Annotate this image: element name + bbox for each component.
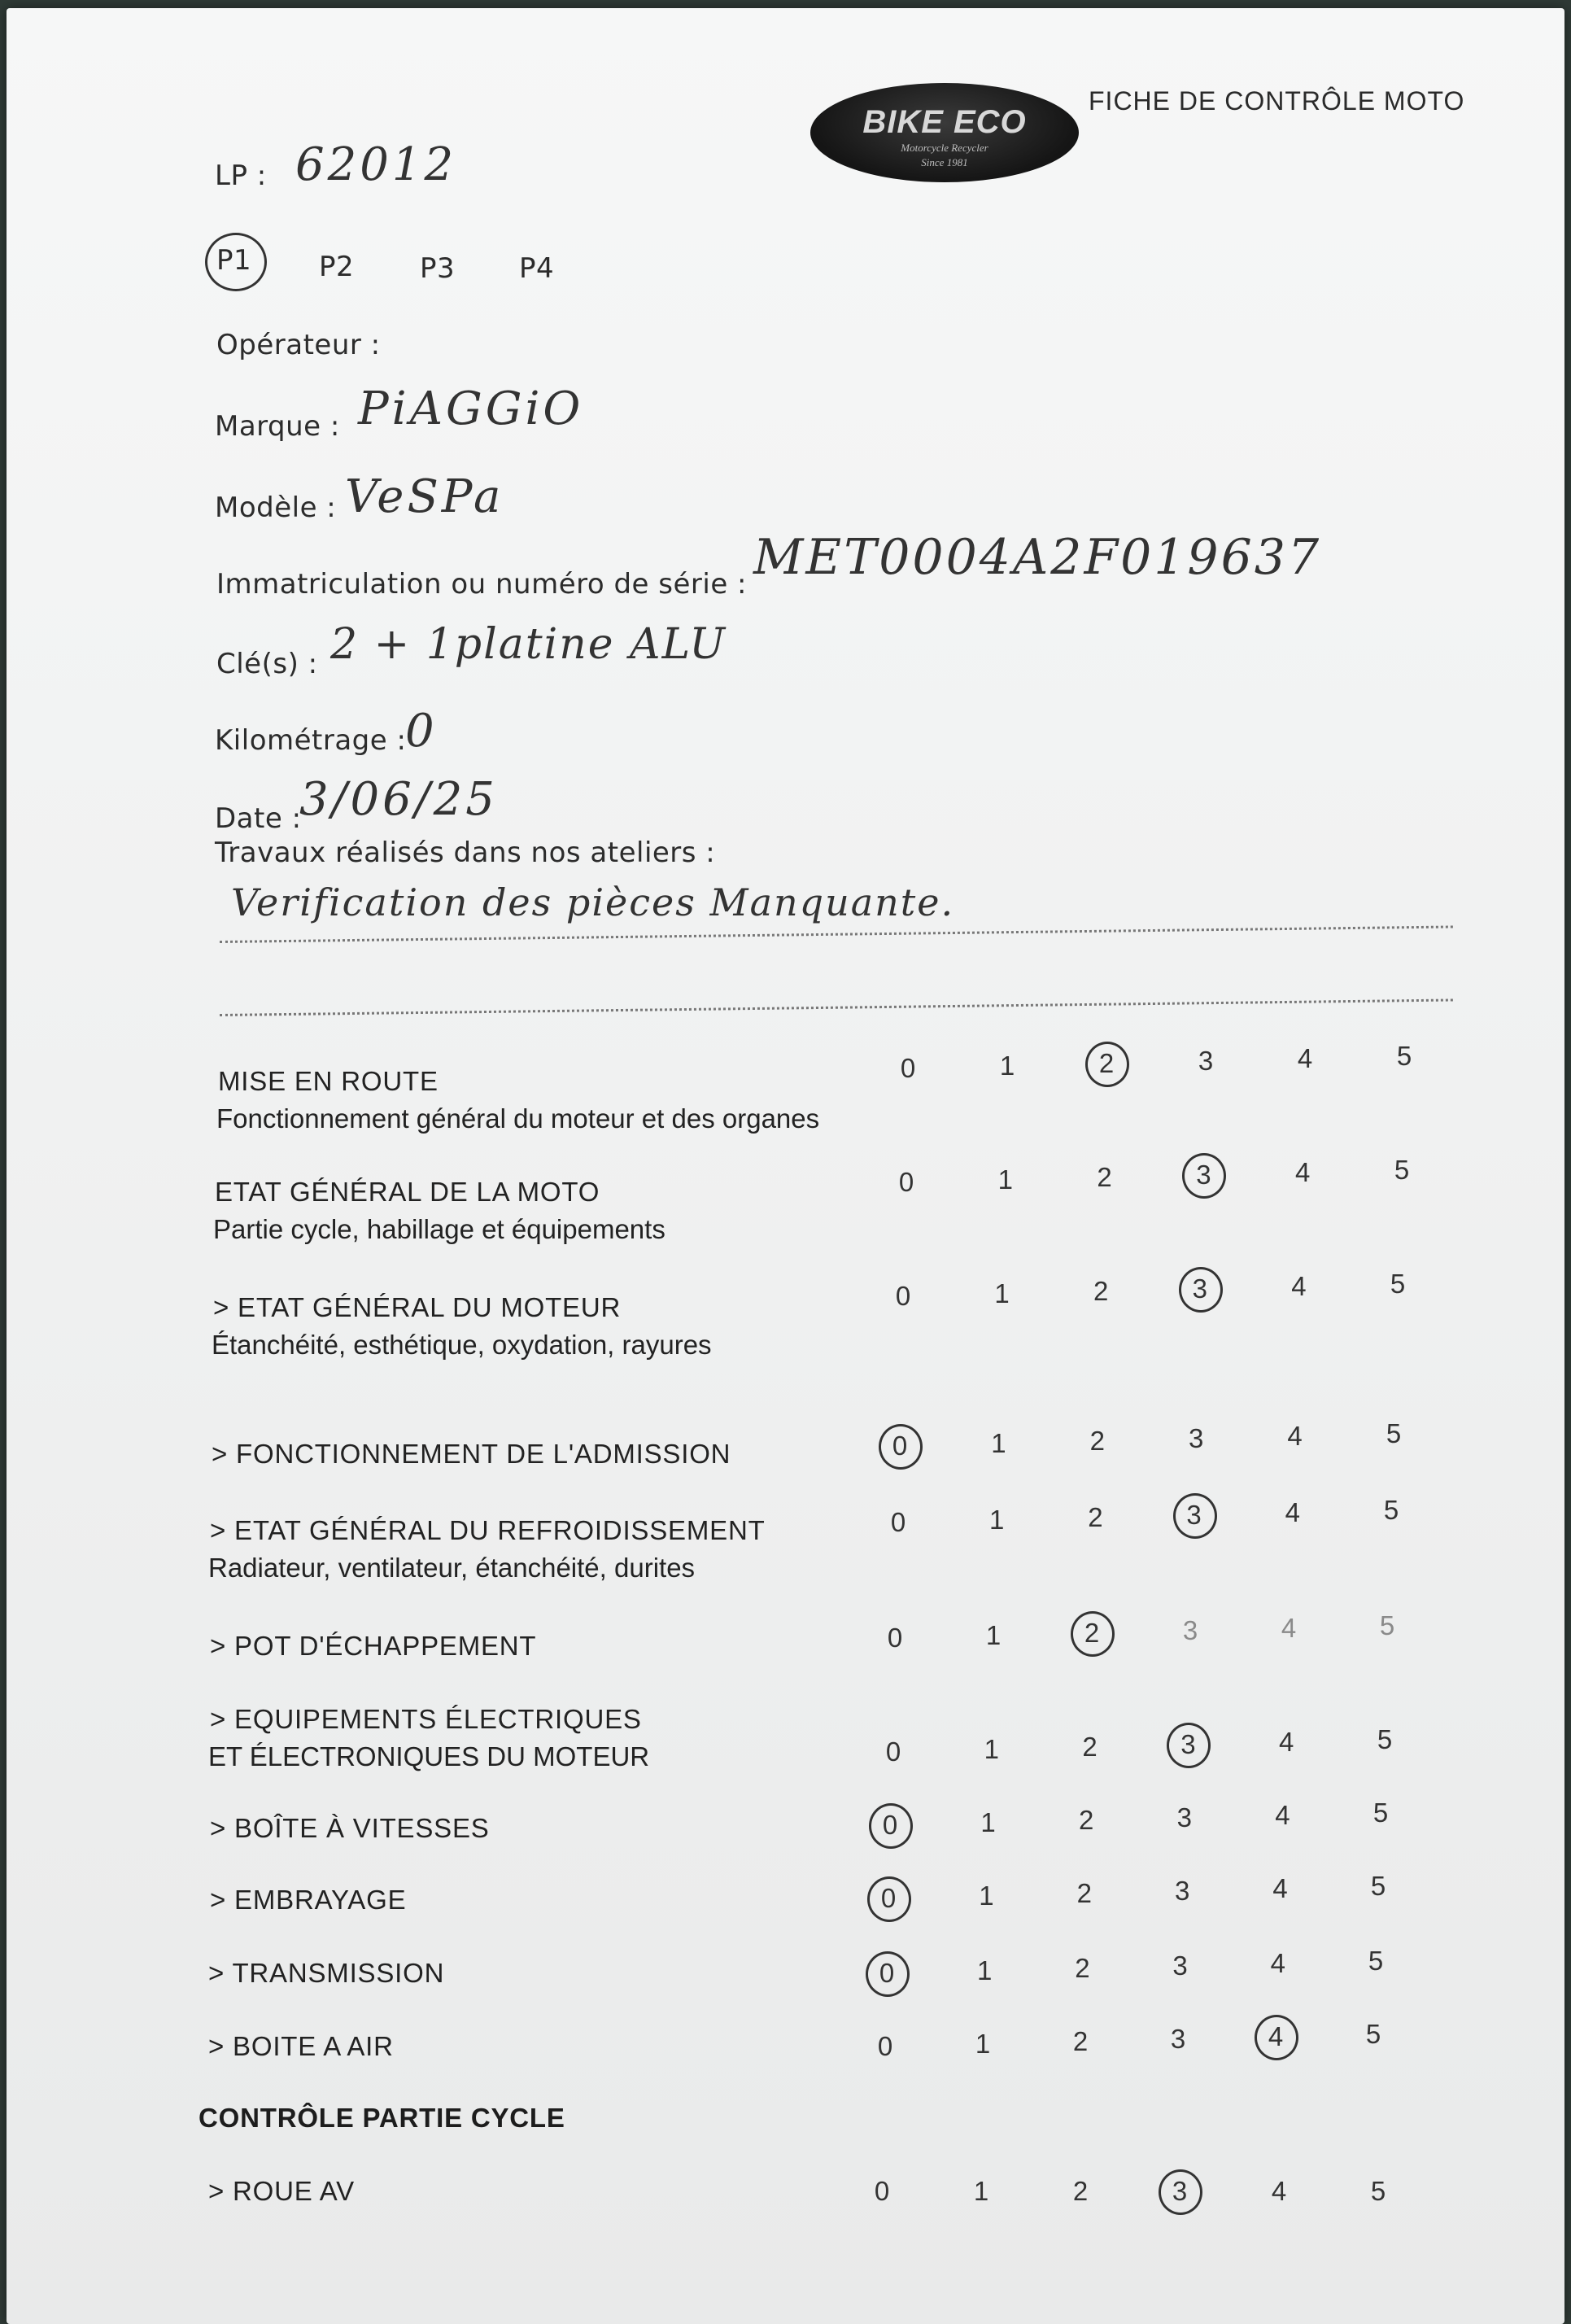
score-option-3[interactable]: 3 [1170,2024,1186,2054]
logo-subtitle: Motorcycle Recycler [901,142,988,154]
score-option-2[interactable]: 2 [1089,1426,1105,1456]
row-label: > POT D'ÉCHAPPEMENT [210,1631,537,1661]
score-option-1[interactable]: 1 [980,1807,996,1837]
immat-value: MET0004A2F019637 [753,529,1322,586]
score-option-0[interactable]: 0 [871,1958,903,1989]
score-option-4[interactable]: 4 [1259,2021,1292,2052]
score-option-0[interactable]: 0 [884,1431,916,1461]
score-option-2[interactable]: 2 [1090,1048,1123,1079]
row-sublabel: Partie cycle, habillage et équipements [213,1214,665,1244]
score-option-3[interactable]: 3 [1178,1500,1211,1531]
score-option-0[interactable]: 0 [874,2176,890,2206]
score-option-5[interactable]: 5 [1396,1041,1412,1071]
score-option-0[interactable]: 0 [898,1167,914,1197]
score-option-2[interactable]: 2 [1093,1276,1109,1306]
score-option-5[interactable]: 5 [1368,1946,1384,1976]
km-label: Kilométrage : [215,724,407,757]
score-option-4[interactable]: 4 [1271,2176,1287,2206]
score-option-1[interactable]: 1 [977,1955,993,1985]
score-option-1[interactable]: 1 [973,2176,989,2206]
score-option-4[interactable]: 4 [1272,1873,1288,1903]
marque-label: Marque : [215,410,340,443]
score-option-4[interactable]: 4 [1285,1497,1300,1527]
cles-value: 2 + 1platine ALU [330,620,727,669]
p3-option: P3 [420,252,456,285]
row-sublabel: ET ÉLECTRONIQUES DU MOTEUR [208,1741,650,1771]
p1-option: P1 [216,244,252,277]
score-option-0[interactable]: 0 [874,1810,906,1841]
modele-value: VeSPa [345,470,504,523]
modele-label: Modèle : [215,491,337,524]
score-option-4[interactable]: 4 [1295,1157,1311,1187]
score-option-4[interactable]: 4 [1270,1948,1285,1978]
score-option-3[interactable]: 3 [1187,1160,1220,1190]
row-sublabel: Fonctionnement général du moteur et des organes [216,1103,820,1134]
control-sheet [7,8,1564,2324]
date-label: Date : [215,802,302,835]
row-label: > ETAT GÉNÉRAL DU REFROIDISSEMENT [210,1515,766,1545]
operateur-label: Opérateur : [216,329,381,361]
score-option-2[interactable]: 2 [1076,1878,1092,1908]
score-option-5[interactable]: 5 [1365,2019,1381,2049]
score-option-3[interactable]: 3 [1163,2176,1196,2207]
score-option-1[interactable]: 1 [994,1278,1010,1308]
score-option-3[interactable]: 3 [1182,1615,1198,1645]
dotted-line-1 [220,925,1453,943]
travaux-value: Verification des pièces Manquante. [231,880,955,924]
score-option-5[interactable]: 5 [1370,2176,1386,2206]
score-option-4[interactable]: 4 [1281,1613,1297,1643]
row-label: MISE EN ROUTE [218,1066,439,1096]
p2-option: P2 [319,251,355,283]
score-option-2[interactable]: 2 [1072,2026,1089,2056]
score-option-1[interactable]: 1 [984,1734,999,1764]
score-option-5[interactable]: 5 [1379,1610,1395,1640]
score-option-3[interactable]: 3 [1176,1802,1192,1833]
cycle-section-title: CONTRÔLE PARTIE CYCLE [199,2103,565,2133]
score-option-0[interactable]: 0 [885,1736,901,1767]
score-option-3[interactable]: 3 [1184,1273,1216,1304]
score-option-2[interactable]: 2 [1097,1162,1112,1192]
score-option-5[interactable]: 5 [1390,1269,1406,1299]
row-label: ETAT GÉNÉRAL DE LA MOTO [215,1177,600,1207]
score-option-5[interactable]: 5 [1383,1495,1399,1525]
score-option-1[interactable]: 1 [975,2029,991,2059]
score-option-0[interactable]: 0 [895,1281,911,1311]
score-option-1[interactable]: 1 [979,1881,994,1911]
score-option-2[interactable]: 2 [1072,2176,1089,2206]
score-option-1[interactable]: 1 [991,1428,1006,1458]
score-option-4[interactable]: 4 [1287,1421,1303,1451]
score-option-3[interactable]: 3 [1175,1876,1190,1906]
score-option-1[interactable]: 1 [989,1505,1005,1535]
score-option-4[interactable]: 4 [1297,1043,1313,1073]
row-label: > EQUIPEMENTS ÉLECTRIQUES [210,1704,642,1734]
score-option-1[interactable]: 1 [985,1620,1002,1650]
lp-label: LP : [215,159,267,192]
score-option-2[interactable]: 2 [1079,1805,1094,1835]
score-option-3[interactable]: 3 [1189,1423,1204,1453]
row-label: > FONCTIONNEMENT DE L'ADMISSION [212,1439,731,1469]
score-option-2[interactable]: 2 [1075,1953,1090,1983]
date-value: 3/06/25 [299,773,498,826]
score-option-1[interactable]: 1 [999,1051,1015,1081]
row-label: > TRANSMISSION [208,1958,445,1988]
score-option-0[interactable]: 0 [900,1053,916,1083]
row-sublabel: Étanchéité, esthétique, oxydation, rayures [212,1330,712,1360]
score-option-2[interactable]: 2 [1082,1732,1098,1762]
score-option-2[interactable]: 2 [1088,1502,1103,1532]
bike-eco-logo [810,83,1079,182]
cles-label: Clé(s) : [216,648,318,680]
row-label: > EMBRAYAGE [210,1885,407,1915]
row-sublabel: Radiateur, ventilateur, étanchéité, durites [208,1553,696,1583]
travaux-label: Travaux réalisés dans nos ateliers : [215,837,716,869]
marque-value: PiAGGiO [358,382,584,435]
row-label: > BOÎTE À VITESSES [210,1813,490,1843]
score-option-3[interactable]: 3 [1172,1950,1188,1981]
row-label: > ROUE AV [208,2176,355,2206]
score-option-4[interactable]: 4 [1291,1271,1307,1301]
row-label: > ETAT GÉNÉRAL DU MOTEUR [213,1292,622,1322]
score-option-0[interactable]: 0 [890,1507,906,1537]
p4-option: P4 [519,252,555,285]
score-option-5[interactable]: 5 [1372,1798,1389,1828]
score-option-4[interactable]: 4 [1279,1727,1294,1757]
lp-value: 62012 [295,138,457,191]
score-option-5[interactable]: 5 [1394,1155,1410,1185]
score-option-5[interactable]: 5 [1370,1871,1386,1901]
score-option-2[interactable]: 2 [1076,1618,1108,1649]
score-option-1[interactable]: 1 [997,1164,1013,1195]
score-option-4[interactable]: 4 [1275,1800,1290,1830]
km-value: 0 [405,705,438,758]
page-title: FICHE DE CONTRÔLE MOTO [1089,86,1465,116]
score-option-5[interactable]: 5 [1377,1724,1393,1754]
score-option-5[interactable]: 5 [1386,1418,1402,1448]
row-label: > BOITE A AIR [208,2031,394,2061]
logo-subtitle-year: Since 1981 [921,156,968,168]
score-option-3[interactable]: 3 [1172,1729,1204,1760]
immat-label: Immatriculation ou numéro de série : [216,568,747,601]
logo-text: BIKE ECO [862,104,1027,140]
score-option-3[interactable]: 3 [1198,1046,1214,1076]
score-option-0[interactable]: 0 [877,2031,893,2061]
dotted-line-2 [220,998,1453,1016]
score-option-0[interactable]: 0 [872,1883,905,1914]
score-option-0[interactable]: 0 [887,1623,903,1653]
